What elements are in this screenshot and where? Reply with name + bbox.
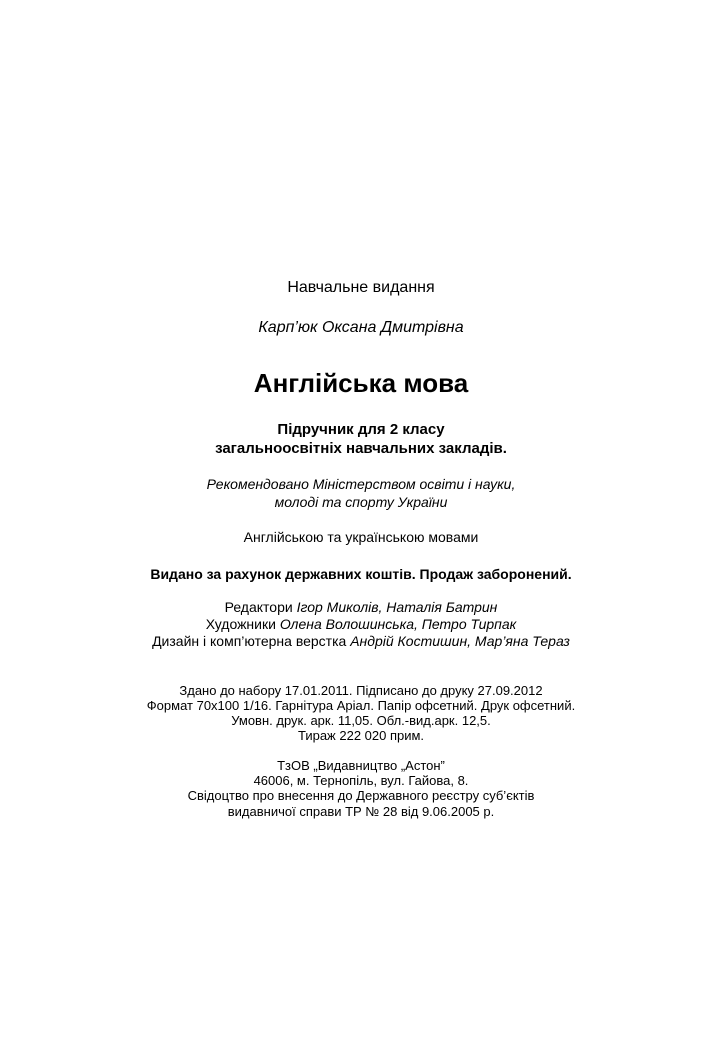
- credits-editors: [0, 600, 722, 614]
- editors-role: Редактори: [224, 599, 293, 615]
- credits-artists: [0, 617, 722, 631]
- funding-note: Видано за рахунок державних коштів. Продаж заборонений.: [150, 566, 572, 582]
- subtitle-line-1: Підручник для 2 класу: [277, 421, 445, 438]
- design-role: Дизайн і комп’ютерна верстка: [152, 633, 347, 649]
- publisher-line-1: ТзОВ „Видавництво „Астон”: [277, 758, 445, 773]
- languages-note: Англійською та українською мовами: [243, 529, 479, 545]
- print-info-line-2: Формат 70x100 1/16. Гарнітура Аріал. Папір офсетний. Друк офсетний.: [146, 698, 576, 713]
- series-label: Навчальне видання: [287, 279, 435, 296]
- credits-design: [0, 634, 722, 648]
- recommendation-line-2: молоді та спорту України: [274, 494, 448, 510]
- print-info-line-4: Тираж 222 020 прим.: [297, 728, 425, 743]
- publisher-line-3: Свідоцтво про внесення до Державного реєстру суб’єктів: [187, 788, 535, 803]
- artists-role: Художники: [205, 616, 276, 632]
- artists-names: Олена Волошинська, Петро Тирпак: [279, 616, 517, 632]
- author-name: Карп’юк Оксана Дмитрівна: [258, 319, 464, 336]
- book-title: Англійська мова: [253, 368, 469, 398]
- print-info-line-1: Здано до набору 17.01.2011. Підписано до друку 27.09.2012: [179, 683, 543, 698]
- print-info-line-3: Умовн. друк. арк. 11,05. Обл.-вид.арк. 12,5.: [231, 713, 491, 728]
- editors-names: Ігор Миколів, Наталія Батрин: [296, 599, 498, 615]
- publisher-line-4: видавничої справи ТР № 28 від 9.06.2005 р.: [227, 804, 495, 819]
- subtitle-line-2: загальноосвітніх навчальних закладів.: [215, 440, 507, 457]
- design-names: Андрій Костишин, Мар’яна Тераз: [350, 633, 570, 649]
- publisher-line-2: 46006, м. Тернопіль, вул. Гайова, 8.: [253, 773, 469, 788]
- recommendation-line-1: Рекомендовано Міністерством освіти і науки,: [206, 476, 516, 492]
